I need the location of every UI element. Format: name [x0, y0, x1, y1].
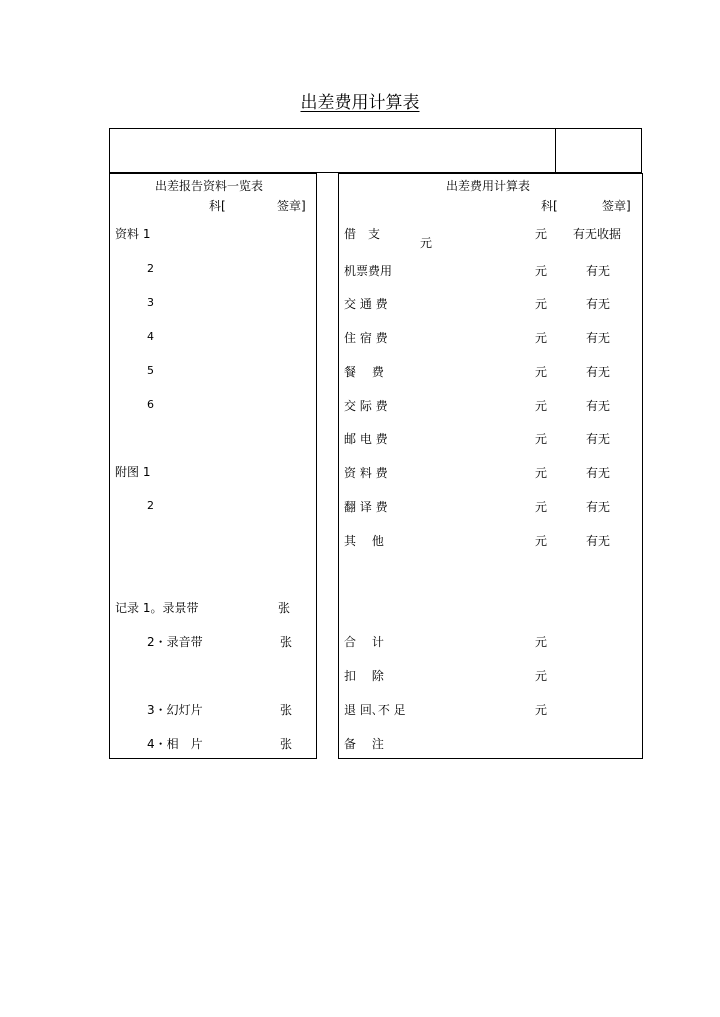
item-translate-yuan: 元: [535, 500, 548, 514]
record-4-unit: 张: [280, 737, 293, 751]
item-other-label: 其 他: [344, 534, 384, 548]
item-materials-yuan: 元: [535, 466, 548, 480]
record-1-unit: 张: [278, 601, 291, 615]
advance-label: 借 支: [344, 227, 381, 241]
advance-receipt: 有无收据: [573, 227, 622, 241]
item-entertain-label: 交 际 费: [344, 399, 388, 413]
deduct-label: 扣 除: [344, 669, 384, 683]
refund-shortfall-label: 退 回､不 足: [344, 703, 406, 717]
item-entertain-yuan: 元: [535, 399, 548, 413]
attach-item-2: 2: [147, 499, 154, 512]
item-postal-label: 邮 电 费: [344, 432, 388, 446]
item-other-has: 有无: [586, 534, 611, 548]
materials-item-2: 2: [147, 262, 154, 275]
advance-yuan: 元: [535, 227, 548, 241]
item-transport-yuan: 元: [535, 297, 548, 311]
left-heading: 出差报告资料一览表: [155, 179, 264, 193]
item-transport-has: 有无: [586, 297, 611, 311]
item-postal-has: 有无: [586, 432, 611, 446]
right-heading: 出差费用计算表: [446, 179, 531, 193]
materials-item-5: 5: [147, 364, 154, 377]
item-meals-yuan: 元: [535, 365, 548, 379]
item-lodging-has: 有无: [586, 331, 611, 345]
item-translate-has: 有无: [586, 500, 611, 514]
advance-yuan-inline: 元: [420, 236, 433, 250]
left-sign-label: 签章]: [277, 199, 306, 213]
item-airfare-has: 有无: [586, 264, 611, 278]
item-entertain-has: 有无: [586, 399, 611, 413]
item-lodging-yuan: 元: [535, 331, 548, 345]
right-dept-label: 科[: [541, 199, 558, 213]
item-airfare-label: 机票费用: [344, 264, 393, 278]
record-2-unit: 张: [280, 635, 293, 649]
materials-item-3: 3: [147, 296, 154, 309]
total-yuan: 元: [535, 635, 548, 649]
refund-shortfall-yuan: 元: [535, 703, 548, 717]
record-3-label: 3・幻灯片: [147, 703, 203, 717]
item-airfare-yuan: 元: [535, 264, 548, 278]
item-other-yuan: 元: [535, 534, 548, 548]
attach-label: 附图 1: [115, 465, 151, 479]
right-sign-label: 签章]: [602, 199, 631, 213]
record-2-label: 2・录音带: [147, 635, 203, 649]
item-meals-label: 餐 费: [344, 365, 384, 379]
materials-item-6: 6: [147, 398, 154, 411]
item-translate-label: 翻 译 费: [344, 500, 388, 514]
item-lodging-label: 住 宿 费: [344, 331, 388, 345]
item-meals-has: 有无: [586, 365, 611, 379]
deduct-yuan: 元: [535, 669, 548, 683]
page-title: 出差费用计算表: [300, 93, 420, 113]
item-transport-label: 交 通 费: [344, 297, 388, 311]
item-materials-label: 资 料 费: [344, 466, 388, 480]
record-1-label: 记录 1。录景带: [115, 601, 199, 615]
materials-label: 资料 1: [115, 227, 151, 241]
top-right-cell: [555, 128, 642, 173]
record-4-label: 4・相 片: [147, 737, 203, 751]
item-materials-has: 有无: [586, 466, 611, 480]
materials-item-4: 4: [147, 330, 154, 343]
item-postal-yuan: 元: [535, 432, 548, 446]
record-3-unit: 张: [280, 703, 293, 717]
remarks-label: 备 注: [344, 737, 384, 751]
left-dept-label: 科[: [209, 199, 226, 213]
total-label: 合 计: [344, 635, 384, 649]
